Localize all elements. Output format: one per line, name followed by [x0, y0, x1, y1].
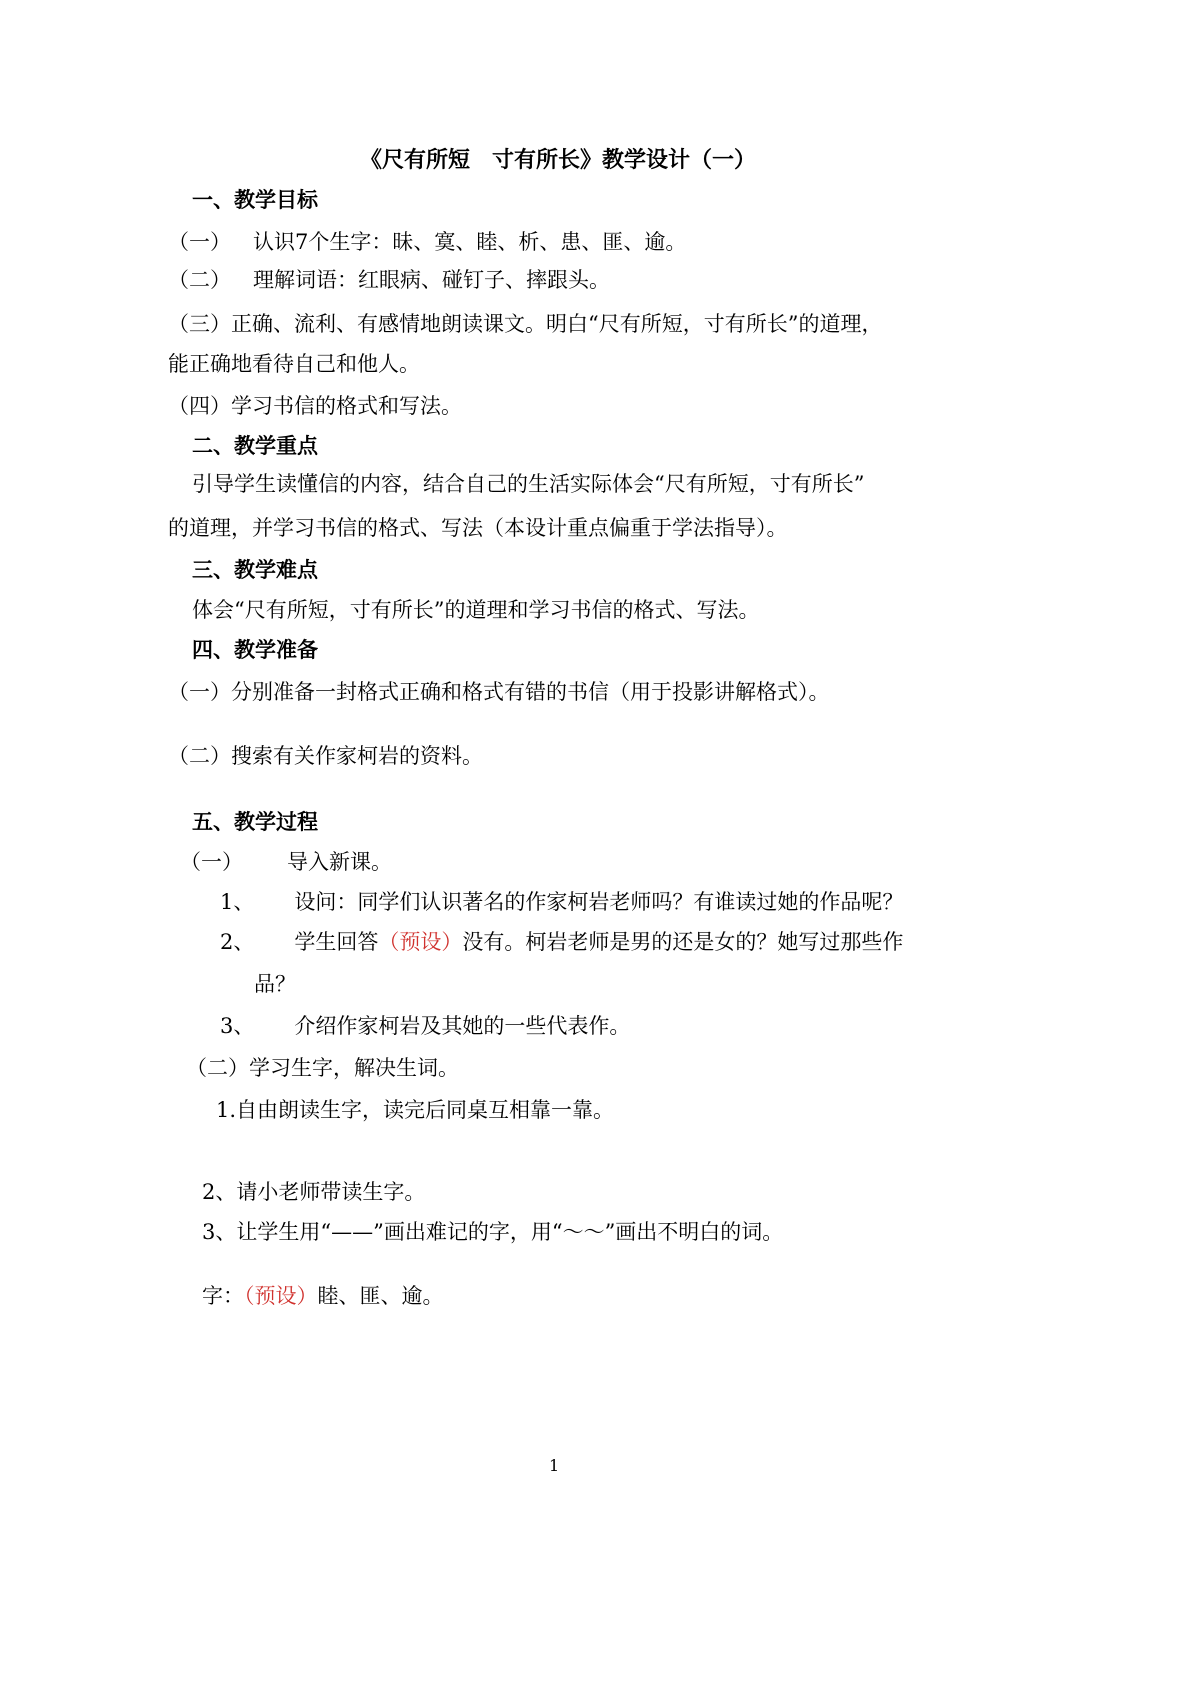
process-step-2-text-post: 没有。柯岩老师是男的还是女的？她写过那些作 — [462, 930, 904, 954]
objective-item-1-text: 认识7个生字：昧、寞、睦、析、患、匪、逾。 — [253, 230, 687, 254]
section-heading-difficulties: 三、教学难点 — [192, 557, 318, 582]
preparation-item-1: （一）分别准备一封格式正确和格式有错的书信（用于投影讲解格式）。 — [168, 680, 830, 704]
process-step-2-continuation: 品？ — [254, 972, 296, 996]
preset-characters-label: 字： — [202, 1284, 244, 1308]
process-part-1-text: 导入新课。 — [287, 850, 392, 874]
objective-item-2 — [168, 266, 610, 294]
preset-characters-annotation: （预设） — [244, 1284, 318, 1308]
process-step-1 — [220, 888, 903, 916]
section-heading-process: 五、教学过程 — [192, 809, 318, 834]
preset-characters — [202, 1282, 444, 1310]
part-2-step-2: 2、请小老师带读生字。 — [202, 1180, 426, 1204]
document-title: 《尺有所短 寸有所长》教学设计（一） — [360, 147, 757, 173]
difficulties-line-1: 体会“尺有所短，寸有所长”的道理和学习书信的格式、写法。 — [192, 598, 760, 622]
objective-item-2-label: （二） — [168, 268, 231, 292]
process-step-1-text: 设问：同学们认识著名的作家柯岩老师吗？有谁读过她的作品呢？ — [294, 890, 904, 914]
objective-item-1-label: （一） — [168, 230, 231, 254]
objective-item-4: （四）学习书信的格式和写法。 — [168, 394, 462, 418]
part-2-step-3: 3、让学生用“——”画出难记的字，用“～～”画出不明白的词。 — [202, 1220, 784, 1244]
objective-item-2-text: 理解词语：红眼病、碰钉子、摔跟头。 — [253, 268, 610, 292]
process-part-1 — [180, 848, 392, 876]
page-number: 1 — [549, 1456, 560, 1475]
process-part-2: （二）学习生字，解决生词。 — [186, 1056, 459, 1080]
preset-characters-list: 睦、匪、逾。 — [317, 1284, 444, 1308]
process-step-3-number: 3、 — [220, 1014, 255, 1038]
objective-item-3-line-2: 能正确地看待自己和他人。 — [168, 352, 420, 376]
part-2-step-1: 1.自由朗读生字，读完后同桌互相靠一靠。 — [216, 1098, 615, 1122]
objective-item-1 — [168, 228, 686, 256]
process-step-2-number: 2、 — [220, 930, 255, 954]
section-heading-key-points: 二、教学重点 — [192, 433, 318, 458]
objective-item-3-line-1: （三）正确、流利、有感情地朗读课文。明白“尺有所短，寸有所长”的道理， — [168, 312, 883, 336]
key-points-line-1: 引导学生读懂信的内容，结合自己的生活实际体会“尺有所短，寸有所长” — [192, 472, 865, 496]
process-step-3-text: 介绍作家柯岩及其她的一些代表作。 — [294, 1014, 631, 1038]
process-step-1-number: 1、 — [220, 890, 255, 914]
key-points-line-2: 的道理，并学习书信的格式、写法（本设计重点偏重于学法指导）。 — [168, 516, 788, 540]
section-heading-objectives: 一、教学目标 — [192, 187, 318, 212]
process-step-2 — [220, 928, 903, 956]
process-step-3 — [220, 1012, 630, 1040]
process-part-1-label: （一） — [180, 850, 243, 874]
process-step-2-text-pre: 学生回答 — [294, 930, 379, 954]
section-heading-preparation: 四、教学准备 — [192, 637, 318, 662]
process-step-2-preset-annotation: （预设） — [378, 930, 463, 954]
preparation-item-2: （二）搜索有关作家柯岩的资料。 — [168, 744, 483, 768]
